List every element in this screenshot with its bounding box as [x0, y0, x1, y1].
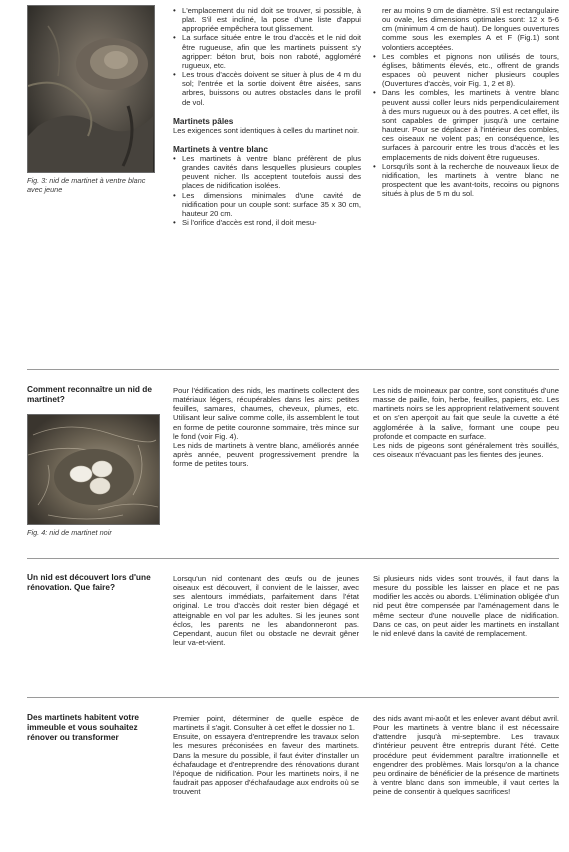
list-item: • Dans les combles, les martinets à ventre blanc peuvent aussi coller leurs nids perpendiculairement à des murs rugueux ou à des poutres. A cet effet, ils sont capables de grimper jusqu'à une certaine hauteur. Pour se déplacer à l'intérieur des combles, ces oiseaux ne volent pas; en conséquence, les surfaces à parcourir entre les trous d'accès et les emplacements de nids doivent être rugueuses.	[373, 88, 559, 161]
section-divider	[27, 558, 559, 559]
list-item: • Lorsqu'ils sont à la recherche de nouveaux lieux de nidification, les martinets à ventre blanc ne prospectent que les avant-toits, recoins ou pignons situés à plus de 5 m du sol.	[373, 162, 559, 199]
paragraph: Pour l'édification des nids, les martinets collectent des matériaux légers, récupérables dans les airs: petites feuilles, samares, chaumes, cheveux, plumes, etc. Utilisant leur salive comme colle, ils assemblent le tout en forme de petite couronne sommaire, très mince sur le fond (voir Fig. 4).	[173, 386, 359, 441]
section1-bullets-b	[173, 154, 361, 227]
fig4-caption: Fig. 4: nid de martinet noir	[27, 528, 112, 537]
nest-photo-fig4-image	[28, 415, 159, 524]
list-item: • L'emplacement du nid doit se trouver, si possible, à plat. S'il est incliné, la pose d'une liste d'appui appropriée empêchera tout glissement.	[173, 6, 361, 33]
heading-martinets-pales: Martinets pâles	[173, 115, 234, 126]
section4-col2: des nids avant mi-août et les enlever avant début avril. Pour les martinets à ventre blanc il est nécessaire d'attendre jusqu'à mi-septembre. Les travaux d'intérieur peuvent être entrepris durant l'été. Cette procédure peut évidemment paraître irrationnelle et engendrer des problèmes. Mais lorsqu'on a la chance peu ordinaire de bénéficier de la présence de martinets à ventre blanc dans son immeuble, il vaut certes la peine de consentir à quelques sacrifices!	[373, 714, 559, 797]
list-item: • Les martinets à ventre blanc préfèrent de plus grandes cavités dans lesquelles plusieurs couples peuvent nicher. Ils acceptent toutefois aussi des places de nidification isolées.	[173, 154, 361, 191]
nest-photo-fig3-image	[28, 6, 154, 172]
section1-bullets-a	[173, 6, 361, 107]
list-item: • La surface située entre le trou d'accès et le nid doit être rugueuse, afin que les martinets puissent s'y agripper: béton brut, bois non raboté, aggloméré rugueux, etc.	[173, 33, 361, 70]
paragraph: Les nids de moineaux par contre, sont constitués d'une masse de paille, foin, herbe, feuilles, papiers, etc. Les martinets noirs se les approprient relativement souvent et on s'en aperçoit au fait que seule la cuvette a été agglomérée à la salive, formant une coupe peu profonde et compacte en surface.	[373, 386, 559, 441]
fig3-caption: Fig. 3: nid de martinet à ventre blanc avec jeune	[27, 176, 146, 194]
section-divider	[27, 697, 559, 698]
section1-col2-continuation: rer au moins 9 cm de diamètre. S'il est rectangulaire ou ovale, les dimensions optimales sont: 12 x 5-6 cm (minimum 4 cm de haut). De longues ouvertures comme sous les exemples A et F (Fig.1) sont volontiers acceptées.	[382, 6, 559, 52]
paragraph: Les nids de martinets à ventre blanc, améliorés année après année, peuvent progressivement prendre la forme de petites tours.	[173, 440, 359, 469]
section2-col1	[173, 386, 359, 468]
paragraph: Les nids de pigeons sont généralement très souillés, ces oiseaux n'évacuant pas les fientes des jeunes.	[373, 440, 559, 460]
section3-col1: Lorsqu'un nid contenant des œufs ou de jeunes oiseaux est découvert, il convient de le laisser, avec ses alentours immédiats, parfaitement dans l'état original. Le trou d'accès doit rester bien dégagé et atteignable en vol par les adultes. Si les jeunes sont éclos, les parents ne les abandonneront pas. Cependant, aucun filet ou obstacle ne devrait gêner leur va-et-vient.	[173, 574, 359, 648]
heading-martinets-ventre-blanc: Martinets à ventre blanc	[173, 143, 268, 154]
section1-col2	[373, 6, 559, 198]
section-divider	[27, 369, 559, 370]
section1-col1	[173, 6, 361, 227]
paragraph: Premier point, déterminer de quelle espèce de martinets il s'agit. Consulter à cet effet le dossier no 1.	[173, 714, 359, 733]
section3-col2: Si plusieurs nids vides sont trouvés, il faut dans la mesure du possible les laisser en place et ne pas modifier les accès ou abords. L'élimination obligée d'un nid peut être compensée par l'aménagement dans le même secteur d'une nouvelle place de nidification. Dans ce cas, on peut aider les martinets en installant le nid enlevé dans la cavité de remplacement.	[373, 574, 559, 638]
question-heading-transformer: Des martinets habitent votre immeuble et vous souhaitez rénover ou transformer	[27, 712, 140, 742]
paragraph: Ensuite, on essayera d'entreprendre les travaux selon les mesures préconisées en faveur des martinets. Dans la mesure du possible, il faut éviter d'installer un échafaudage et d'entreprendre des rénovations durant l'époque de nidification. Pour les martinets noirs, il ne faudrait pas apposer d'échafaudage aux endroits où se trouvent	[173, 732, 359, 797]
section4-col1	[173, 714, 359, 796]
list-item: • Les combles et pignons non utilisés de tours, églises, bâtiments élevés, etc., offrent de grands espaces où peuvent nicher plusieurs couples (Ouvertures d'accès, voir Fig. 1, 2 et 8).	[373, 52, 559, 89]
list-item: • Les trous d'accès doivent se situer à plus de 4 m du sol; l'entrée et la sortie doivent être aisées, sans arbres, buissons ou autres obstacles dans le profil de vol.	[173, 70, 361, 107]
text-martinets-pales: Les exigences sont identiques à celles du martinet noir.	[173, 125, 360, 135]
list-item: • Les dimensions minimales d'une cavité de nidification pour un couple sont: surface 35 x 30 cm, hauteur 20 cm.	[173, 191, 361, 218]
section1-bullets-c	[373, 52, 559, 199]
question-heading-reconnaitre: Comment reconnaître un nid de martinet?	[27, 384, 152, 404]
nest-photo-fig4	[27, 414, 160, 525]
nest-photo-fig3	[27, 5, 155, 173]
section2-col2	[373, 386, 559, 459]
list-item: • Si l'orifice d'accès est rond, il doit mesu-	[173, 218, 361, 227]
question-heading-renovation: Un nid est découvert lors d'une rénovation. Que faire?	[27, 572, 151, 592]
